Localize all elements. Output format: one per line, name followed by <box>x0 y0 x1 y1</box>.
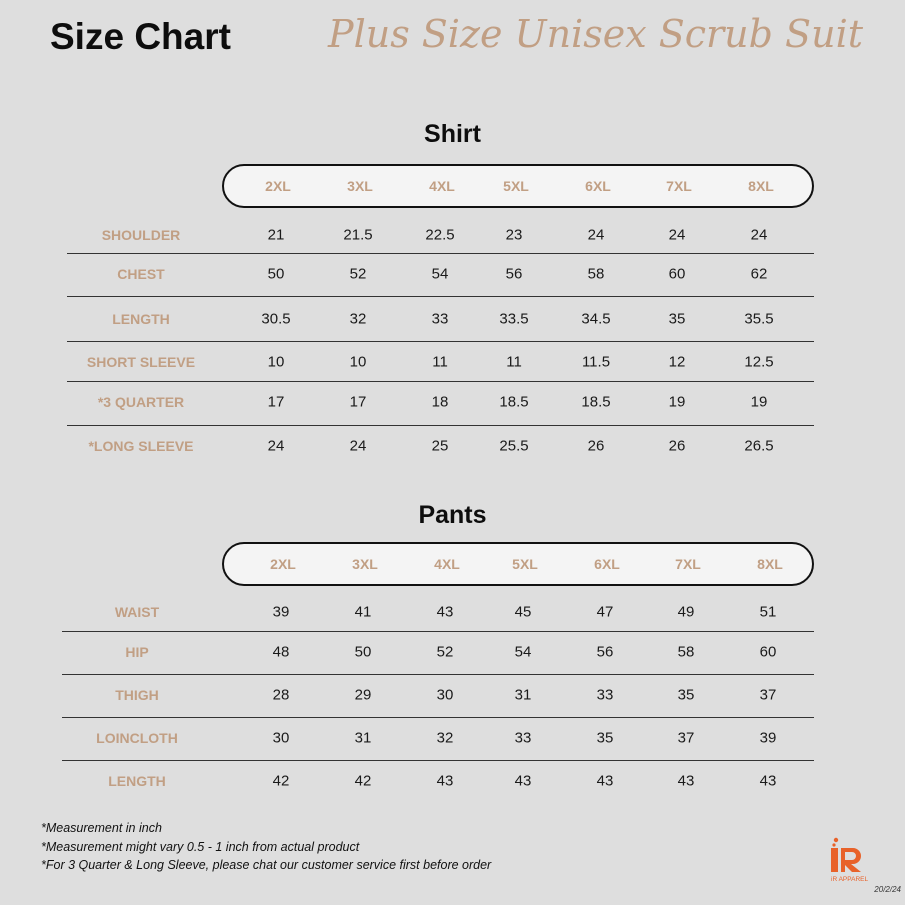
shirt-cell: 19 <box>668 393 686 411</box>
pants-cell: 32 <box>436 729 454 747</box>
shirt-cell: 12 <box>668 353 686 371</box>
shirt-cell: 23 <box>505 226 523 244</box>
pants-cell: 29 <box>354 686 372 704</box>
shirt-cell: 24 <box>750 226 768 244</box>
shirt-row-divider <box>67 341 814 342</box>
pants-cell: 51 <box>759 603 777 621</box>
pants-cell: 30 <box>436 686 454 704</box>
shirt-cell: 26 <box>587 437 605 455</box>
date-stamp: 20/2/24 <box>874 885 901 894</box>
shirt-size-5xl: 5XL <box>503 178 529 194</box>
pants-row-divider <box>62 674 814 675</box>
pants-cell: 45 <box>514 603 532 621</box>
pants-cell: 43 <box>436 772 454 790</box>
pants-cell: 39 <box>272 603 290 621</box>
shirt-cell: 25 <box>431 437 449 455</box>
pants-cell: 56 <box>596 643 614 661</box>
shirt-cell: 24 <box>349 437 367 455</box>
pants-cell: 42 <box>272 772 290 790</box>
pants-row-label: LOINCLOTH <box>96 730 178 746</box>
shirt-cell: 10 <box>267 353 285 371</box>
pants-cell: 43 <box>677 772 695 790</box>
shirt-cell: 34.5 <box>581 310 611 328</box>
pants-cell: 52 <box>436 643 454 661</box>
pants-cell: 39 <box>759 729 777 747</box>
shirt-cell: 18 <box>431 393 449 411</box>
shirt-size-4xl: 4XL <box>429 178 455 194</box>
pants-cell: 35 <box>677 686 695 704</box>
product-subtitle: Plus Size Unisex Scrub Suit <box>328 12 863 56</box>
page-title: Size Chart <box>50 16 231 57</box>
pants-cell: 28 <box>272 686 290 704</box>
shirt-cell: 58 <box>587 265 605 283</box>
shirt-row-label: *3 QUARTER <box>97 394 185 410</box>
shirt-row-divider <box>67 296 814 297</box>
shirt-cell: 11.5 <box>581 353 611 371</box>
pants-cell: 31 <box>514 686 532 704</box>
shirt-cell: 12.5 <box>744 353 774 371</box>
shirt-cell: 22.5 <box>425 226 455 244</box>
shirt-cell: 33 <box>431 310 449 328</box>
shirt-row-label: SHOULDER <box>101 227 181 243</box>
pants-size-7xl: 7XL <box>675 556 701 572</box>
shirt-cell: 33.5 <box>499 310 529 328</box>
shirt-cell: 35.5 <box>744 310 774 328</box>
pants-cell: 30 <box>272 729 290 747</box>
shirt-row-divider <box>67 253 814 254</box>
pants-row-divider <box>62 631 814 632</box>
pants-size-6xl: 6XL <box>594 556 620 572</box>
pants-cell: 43 <box>759 772 777 790</box>
shirt-cell: 11 <box>432 353 448 371</box>
shirt-cell: 52 <box>349 265 367 283</box>
note-sleeve-order: *For 3 Quarter & Long Sleeve, please chat our customer service first before order <box>41 858 492 872</box>
shirt-cell: 26.5 <box>744 437 774 455</box>
shirt-section-title: Shirt <box>424 120 481 148</box>
pants-cell: 33 <box>596 686 614 704</box>
pants-cell: 37 <box>677 729 695 747</box>
pants-cell: 31 <box>354 729 372 747</box>
pants-cell: 47 <box>596 603 614 621</box>
pants-row-divider <box>62 717 814 718</box>
pants-size-2xl: 2XL <box>270 556 296 572</box>
shirt-cell: 21 <box>267 226 285 244</box>
pants-row-label: LENGTH <box>108 773 166 789</box>
shirt-size-3xl: 3XL <box>347 178 373 194</box>
pants-cell: 48 <box>272 643 290 661</box>
shirt-row-label: LENGTH <box>112 311 170 327</box>
shirt-cell: 24 <box>267 437 285 455</box>
pants-cell: 58 <box>677 643 695 661</box>
pants-size-8xl: 8XL <box>757 556 783 572</box>
shirt-cell: 60 <box>668 265 686 283</box>
pants-cell: 43 <box>514 772 532 790</box>
pants-cell: 42 <box>354 772 372 790</box>
shirt-row-divider <box>67 381 814 382</box>
shirt-cell: 18.5 <box>581 393 611 411</box>
pants-row-label: THIGH <box>115 687 159 703</box>
shirt-cell: 18.5 <box>499 393 529 411</box>
footnotes <box>41 819 491 875</box>
shirt-cell: 56 <box>505 265 523 283</box>
pants-cell: 33 <box>514 729 532 747</box>
shirt-cell: 26 <box>668 437 686 455</box>
shirt-size-8xl: 8XL <box>748 178 774 194</box>
shirt-row-label: CHEST <box>117 266 165 282</box>
brand-logo <box>828 836 872 884</box>
shirt-cell: 17 <box>267 393 285 411</box>
pants-cell: 41 <box>354 603 372 621</box>
shirt-size-7xl: 7XL <box>666 178 692 194</box>
shirt-cell: 32 <box>349 310 367 328</box>
shirt-size-2xl: 2XL <box>265 178 291 194</box>
shirt-cell: 30.5 <box>261 310 291 328</box>
pants-size-3xl: 3XL <box>352 556 378 572</box>
pants-cell: 49 <box>677 603 695 621</box>
pants-size-header <box>222 542 814 586</box>
pants-cell: 35 <box>596 729 614 747</box>
shirt-size-6xl: 6XL <box>585 178 611 194</box>
shirt-row-label: SHORT SLEEVE <box>86 354 196 370</box>
pants-row-label: WAIST <box>114 604 160 620</box>
logo-wordmark: iR APPAREL <box>831 876 869 883</box>
pants-section-title: Pants <box>418 501 487 529</box>
note-variance: *Measurement might vary 0.5 - 1 inch from actual product <box>41 839 360 854</box>
shirt-cell: 25.5 <box>499 437 529 455</box>
pants-row-label: HIP <box>125 644 149 660</box>
note-measurement-unit: *Measurement in inch <box>41 821 162 835</box>
shirt-row-divider <box>67 425 814 426</box>
shirt-row-label: *LONG SLEEVE <box>88 438 194 454</box>
shirt-size-header <box>222 164 814 208</box>
shirt-cell: 54 <box>431 265 449 283</box>
pants-cell: 37 <box>759 686 777 704</box>
shirt-cell: 10 <box>349 353 367 371</box>
pants-cell: 43 <box>596 772 614 790</box>
pants-row-divider <box>62 760 814 761</box>
pants-size-4xl: 4XL <box>434 556 460 572</box>
shirt-cell: 19 <box>750 393 768 411</box>
pants-cell: 50 <box>354 643 372 661</box>
shirt-cell: 24 <box>587 226 605 244</box>
pants-size-5xl: 5XL <box>512 556 538 572</box>
shirt-cell: 50 <box>267 265 285 283</box>
shirt-cell: 17 <box>349 393 367 411</box>
shirt-cell: 21.5 <box>343 226 373 244</box>
pants-cell: 60 <box>759 643 777 661</box>
shirt-cell: 24 <box>668 226 686 244</box>
shirt-cell: 11 <box>506 353 522 371</box>
pants-cell: 54 <box>514 643 532 661</box>
shirt-cell: 62 <box>750 265 768 283</box>
pants-cell: 43 <box>436 603 454 621</box>
shirt-cell: 35 <box>668 310 686 328</box>
